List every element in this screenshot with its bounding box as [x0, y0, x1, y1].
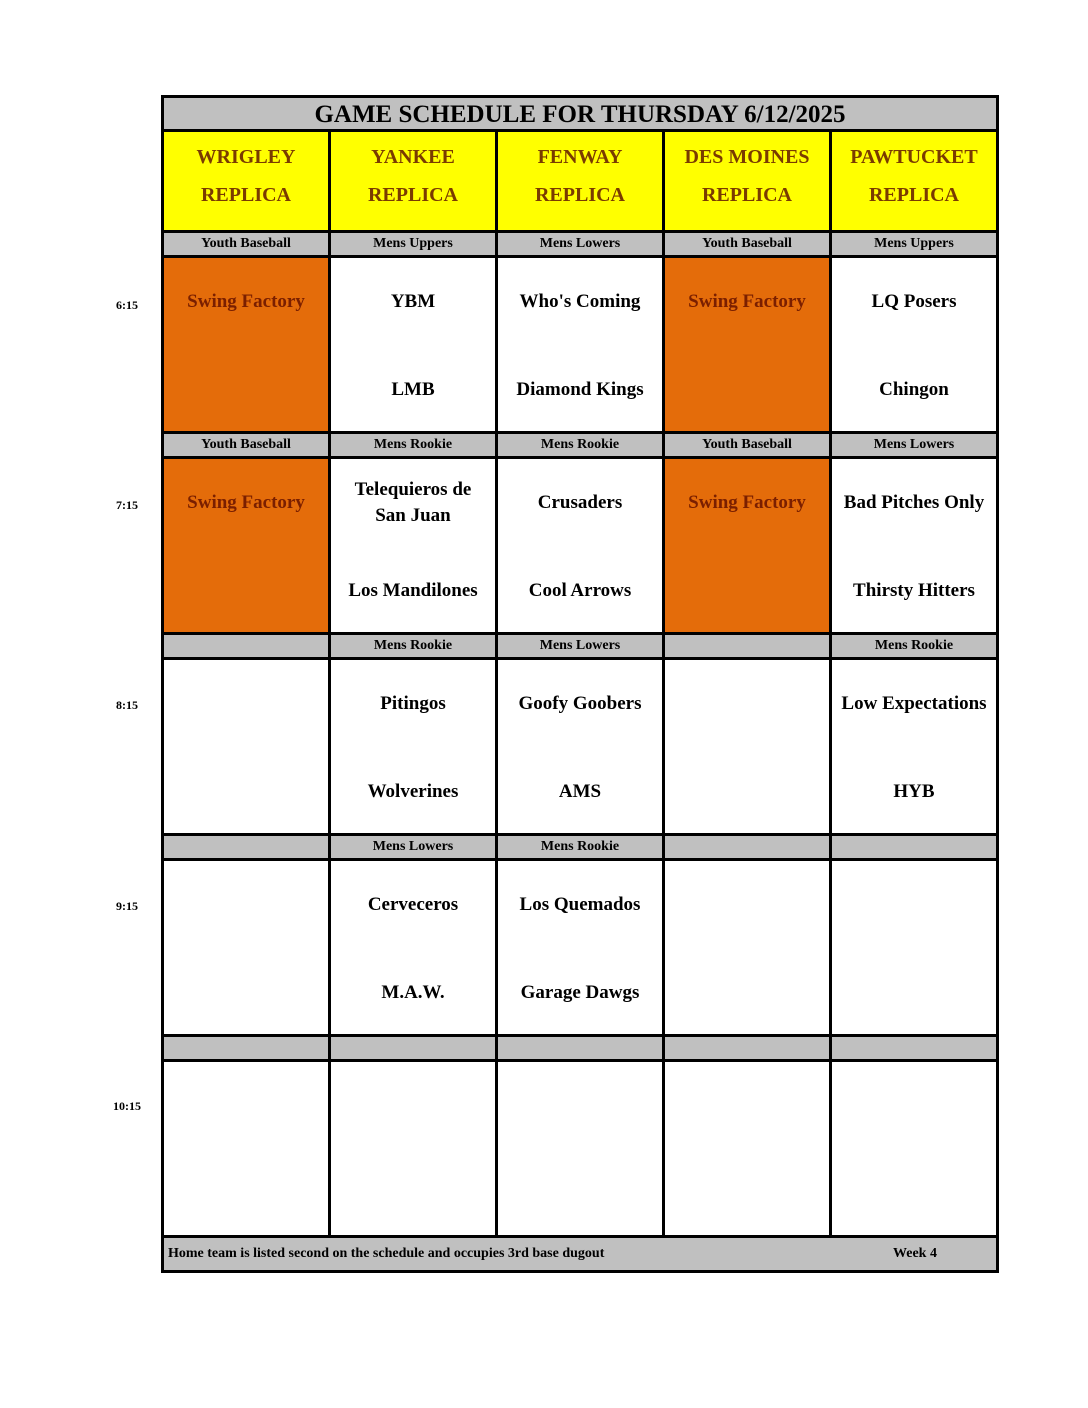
- league-label: Mens Lowers: [498, 635, 665, 657]
- league-label-row: [164, 836, 996, 861]
- time-slot-block: [164, 434, 996, 635]
- schedule-table: [161, 95, 999, 1273]
- game-cell: [164, 660, 331, 833]
- league-label: [665, 836, 832, 858]
- game-cell: [498, 861, 665, 1034]
- away-team: Low Expectations: [841, 693, 987, 714]
- game-cell: [164, 1062, 331, 1235]
- league-label: [832, 1037, 996, 1059]
- game-cell: [164, 258, 331, 431]
- home-team: Wolverines: [367, 781, 459, 802]
- time-slot-block: [164, 635, 996, 836]
- home-team-note: Home team is listed second on the schedule and occupies 3rd base dugout: [168, 1246, 605, 1261]
- league-label: [665, 1037, 832, 1059]
- league-label: [164, 1037, 331, 1059]
- field-subtitle: REPLICA: [868, 184, 959, 206]
- game-cell: [832, 660, 996, 833]
- home-team: LMB: [391, 379, 435, 400]
- away-team: Los Quemados: [519, 894, 641, 915]
- game-row: [164, 660, 996, 836]
- field-header-pawtucket: [832, 132, 996, 230]
- league-label: Youth Baseball: [164, 233, 331, 255]
- game-cell: [331, 258, 498, 431]
- game-cell: [331, 459, 498, 632]
- league-label: Mens Rookie: [498, 836, 665, 858]
- away-team: Swing Factory: [688, 291, 806, 312]
- time-label: 10:15: [113, 1099, 141, 1113]
- league-label: Mens Lowers: [498, 233, 665, 255]
- game-cell: [832, 459, 996, 632]
- game-cell: [164, 861, 331, 1034]
- field-name: WRIGLEY: [196, 146, 296, 168]
- league-label: [164, 635, 331, 657]
- league-label-row: [164, 1037, 996, 1062]
- game-row: [164, 861, 996, 1037]
- league-label: Mens Rookie: [498, 434, 665, 456]
- game-cell: [331, 861, 498, 1034]
- away-team: Swing Factory: [187, 492, 305, 513]
- field-subtitle: REPLICA: [200, 184, 291, 206]
- home-team: Cool Arrows: [528, 580, 632, 601]
- league-label: [665, 635, 832, 657]
- field-name: PAWTUCKET: [850, 146, 978, 168]
- game-cell: [331, 1062, 498, 1235]
- time-label: 9:15: [116, 899, 138, 913]
- league-label: Mens Uppers: [331, 233, 498, 255]
- league-label: Mens Rookie: [331, 434, 498, 456]
- home-team: HYB: [893, 781, 935, 802]
- game-cell: [498, 258, 665, 431]
- away-team: Swing Factory: [187, 291, 305, 312]
- field-header-wrigley: [164, 132, 331, 230]
- league-label-row: [164, 434, 996, 459]
- game-row: [164, 258, 996, 434]
- league-label: Mens Lowers: [873, 437, 955, 452]
- field-name: FENWAY: [537, 146, 623, 168]
- game-cell: [665, 660, 832, 833]
- away-team: LQ Posers: [871, 291, 957, 312]
- time-label: 8:15: [116, 698, 138, 712]
- away-team: Bad Pitches Only: [843, 492, 985, 513]
- home-team: M.A.W.: [381, 982, 445, 1003]
- game-cell: [498, 1062, 665, 1235]
- home-team: Chingon: [879, 379, 949, 400]
- home-team: Los Mandilones: [348, 580, 478, 601]
- game-cell: [665, 258, 832, 431]
- game-cell: [665, 1062, 832, 1235]
- time-slot-block: [164, 836, 996, 1037]
- time-slot-block: [164, 233, 996, 434]
- league-label-row: [164, 635, 996, 660]
- away-team: Goofy Goobers: [518, 693, 642, 714]
- field-name: DES MOINES: [684, 146, 810, 168]
- game-cell: [331, 660, 498, 833]
- field-subtitle: REPLICA: [701, 184, 792, 206]
- league-label: Mens Uppers: [874, 236, 954, 251]
- schedule-footer: [164, 1238, 996, 1270]
- league-label: Youth Baseball: [164, 434, 331, 456]
- game-cell: [498, 459, 665, 632]
- game-cell: [164, 459, 331, 632]
- league-label-row: [164, 233, 996, 258]
- schedule-title: GAME SCHEDULE FOR THURSDAY 6/12/2025: [164, 98, 996, 132]
- away-team: Swing Factory: [688, 492, 806, 513]
- away-team: Cerveceros: [367, 894, 459, 915]
- league-label: Mens Lowers: [331, 836, 498, 858]
- game-row: [164, 1062, 996, 1238]
- game-cell: [498, 660, 665, 833]
- away-team: YBM: [390, 291, 436, 312]
- game-row: [164, 459, 996, 635]
- week-label: Week 4: [893, 1246, 937, 1261]
- away-team: Telequieros de San Juan: [354, 479, 472, 526]
- away-team: Who's Coming: [519, 291, 641, 312]
- time-label: 7:15: [116, 498, 138, 512]
- game-cell: [665, 861, 832, 1034]
- home-team: Thirsty Hitters: [853, 580, 975, 601]
- field-subtitle: REPLICA: [367, 184, 458, 206]
- away-team: Crusaders: [537, 492, 623, 513]
- field-header-yankee: [331, 132, 498, 230]
- game-cell: [665, 459, 832, 632]
- game-cell: [832, 861, 996, 1034]
- league-label: Mens Rookie: [874, 638, 954, 653]
- league-label: [498, 1037, 665, 1059]
- league-label: [832, 836, 996, 858]
- league-label: [331, 1037, 498, 1059]
- field-name: YANKEE: [371, 146, 455, 168]
- game-cell: [832, 1062, 996, 1235]
- league-label: [164, 836, 331, 858]
- league-label: Mens Rookie: [331, 635, 498, 657]
- home-team: Diamond Kings: [516, 379, 644, 400]
- league-label: Youth Baseball: [665, 233, 832, 255]
- time-label: 6:15: [116, 298, 138, 312]
- home-team: AMS: [558, 781, 602, 802]
- league-label: Youth Baseball: [665, 434, 832, 456]
- time-slot-block: [164, 1037, 996, 1238]
- field-header-row: [164, 132, 996, 233]
- field-subtitle: REPLICA: [534, 184, 625, 206]
- field-header-des-moines: [665, 132, 832, 230]
- game-cell: [832, 258, 996, 431]
- home-team: Garage Dawgs: [520, 982, 640, 1003]
- field-header-fenway: [498, 132, 665, 230]
- away-team: Pitingos: [380, 693, 446, 714]
